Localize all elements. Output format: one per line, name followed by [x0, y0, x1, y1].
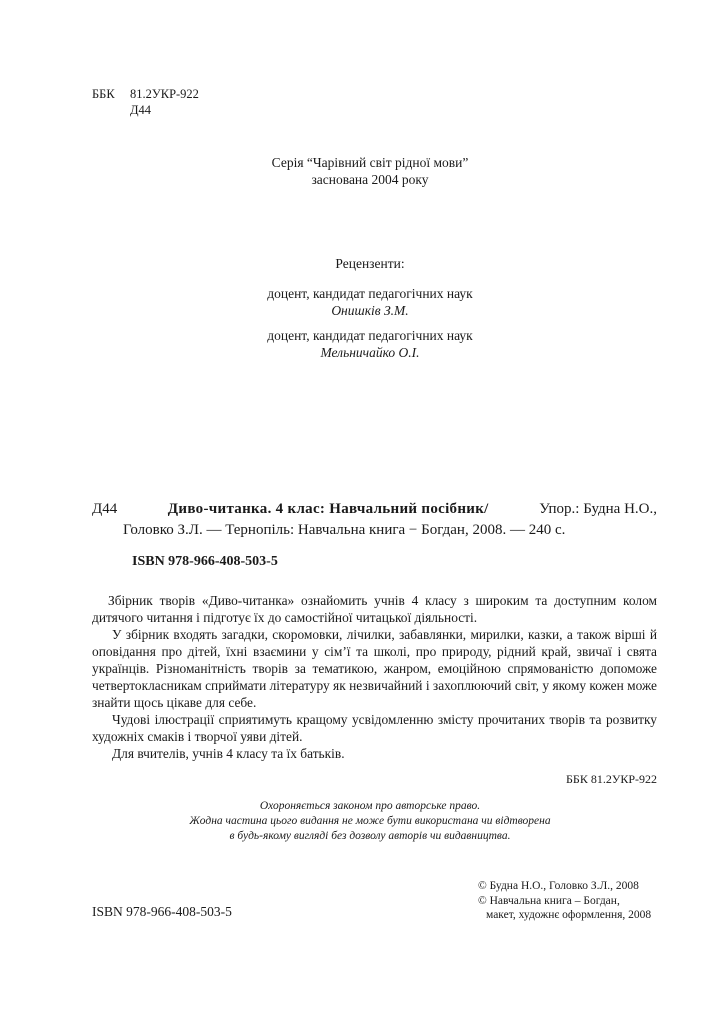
reviewers-title: Рецензенти:	[335, 256, 405, 271]
reviewer-item	[0, 327, 709, 361]
reviewer-name: Онишків З.М.	[331, 303, 409, 318]
copyright-notice-line: в будь-якому вигляді без дозволу авторів чи видавництва.	[229, 830, 511, 842]
catalog-code: Д44	[92, 501, 118, 517]
copyright-notice-line: Жодна частина цього видання не може бути використана чи відтворена	[189, 815, 551, 827]
reviewers-block	[0, 255, 709, 369]
catalog-line-2: Головко З.Л. — Тернопіль: Навчальна книга − Богдан, 2008. — 240 с.	[123, 522, 566, 538]
annotation	[92, 592, 657, 788]
annotation-paragraph: У збірник входять загадки, скоромовки, лічилки, забавлянки, мирилки, казки, а також вірші й оповідання про дітей, їхні взаємини у сім’ї та школі, про природу, рідний край, звичаї і свята українців. Різноманітність творів за тематикою, жанром, емоційною спрямованістю допоможе четвертокласникам сприймати літературу як незвичайний і захоплюючий світ, у якому кожен може знайти щось цікаве для себе.	[92, 627, 657, 710]
reviewer-position: доцент, кандидат педагогічних наук	[267, 328, 473, 343]
author-code: Д44	[130, 103, 152, 117]
series-title: Серія “Чарівний світ рідної мови”	[271, 155, 469, 170]
copyright-holders	[478, 879, 651, 923]
catalog-isbn: ISBN 978-966-408-503-5	[132, 554, 278, 569]
annotation-bbk: ББК 81.2УКР-922	[566, 772, 657, 786]
copyright-design: макет, художнє оформлення, 2008	[486, 909, 652, 921]
copyright-authors: © Будна Н.О., Головко З.Л., 2008	[478, 880, 639, 892]
bbk-label: ББК	[92, 87, 115, 101]
reviewer-position: доцент, кандидат педагогічних наук	[267, 286, 473, 301]
annotation-paragraph: Для вчителів, учнів 4 класу та їх батьків.	[112, 746, 345, 761]
reviewer-name: Мельничайко О.І.	[320, 345, 420, 360]
bbk-code: 81.2УКР-922	[130, 87, 199, 101]
reviewer-item	[0, 285, 709, 319]
annotation-paragraph: Чудові ілюстрації сприятимуть кращому усвідомленню змісту прочитаних творів та розвитку художніх смаків і творчої уяви дітей.	[92, 712, 657, 744]
annotation-paragraph: Збірник творів «Диво-читанка» ознайомить учнів 4 класу з широким та доступним колом дитячого читання і підготує їх до самостійної читацької діяльності.	[92, 593, 657, 625]
footer-isbn: ISBN 978-966-408-503-5	[92, 904, 232, 919]
copyright-notice	[0, 799, 709, 844]
bbk-row	[92, 86, 199, 102]
copyright-notice-line: Охороняється законом про авторське право.	[259, 800, 481, 812]
series-info	[0, 154, 709, 188]
catalog-line-1	[92, 499, 657, 520]
book-title: Диво-читанка. 4 клас: Навчальний посібник/	[167, 501, 489, 517]
copyright-publisher: © Навчальна книга – Богдан,	[478, 894, 620, 907]
book-compilers: Упор.: Будна Н.О.,	[539, 501, 657, 517]
catalog-record	[92, 499, 657, 572]
series-founded: заснована 2004 року	[311, 172, 429, 187]
bbk-header	[92, 86, 199, 118]
